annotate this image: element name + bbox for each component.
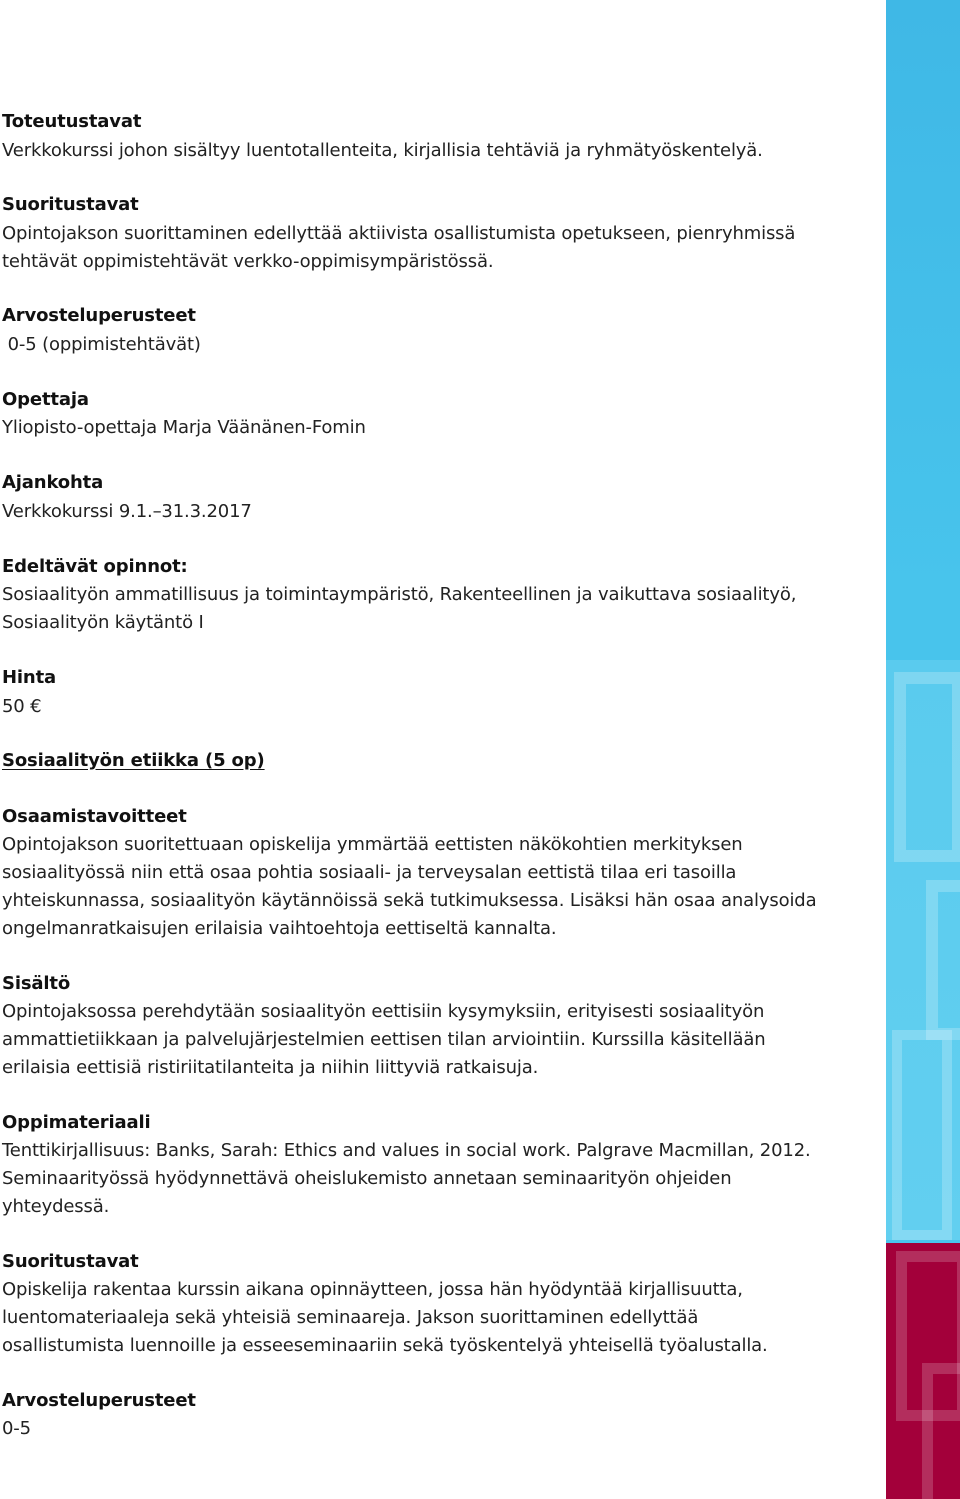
section-text: Yliopisto-opettaja Marja Väänänen-Fomin: [2, 417, 366, 438]
section-text: erilaisia eettisiä ristiriitatilanteita ja niihin liittyviä ratkaisuja.: [2, 1057, 539, 1078]
section-text: Sosiaalityön ammatillisuus ja toimintaympäristö, Rakenteellinen ja vaikuttava sosiaalityö,: [2, 584, 797, 605]
section-heading: Arvosteluperusteet: [2, 1390, 196, 1411]
section-heading: Oppimateriaali: [2, 1112, 151, 1133]
side-bar-frame-shape: [894, 672, 960, 862]
section-text: 0-5 (oppimistehtävät): [2, 334, 201, 355]
section-text: Opiskelija rakentaa kurssin aikana opinnäytteen, jossa hän hyödyntää kirjallisuutta,: [2, 1279, 743, 1300]
section-text: 0-5: [2, 1418, 31, 1439]
section-heading: Osaamistavoitteet: [2, 806, 187, 827]
price-text: 50 €: [2, 696, 42, 717]
section-heading: Sisältö: [2, 973, 71, 994]
section-text: osallistumista luennoille ja esseeseminaariin sekä työskentelyä yhteisellä työalustalla.: [2, 1335, 768, 1356]
side-bar-red-panel: [886, 1243, 960, 1499]
section-heading: Suoritustavat: [2, 194, 139, 215]
section-text: Opintojakson suoritettuaan opiskelija ymmärtää eettisten näkökohtien merkityksen: [2, 834, 743, 855]
section-text: Opintojaksossa perehdytään sosiaalityön eettisiin kysymyksiin, erityisesti sosiaalityön: [2, 1001, 765, 1022]
section-heading: Toteutustavat: [2, 111, 142, 132]
section-heading: Arvosteluperusteet: [2, 305, 196, 326]
course-title: Sosiaalityön etiikka (5 op): [2, 750, 265, 771]
section-text: Seminaarityössä hyödynnettävä oheislukemisto annetaan seminaarityön ohjeiden: [2, 1168, 732, 1189]
side-bar-frame-shape: [926, 880, 960, 1040]
side-bar-frame-shape: [922, 1363, 960, 1499]
section-heading: Ajankohta: [2, 472, 104, 493]
section-text: yhteydessä.: [2, 1196, 110, 1217]
section-heading: Suoritustavat: [2, 1251, 139, 1272]
section-text: yhteiskunnassa, sosiaalityön käytännöissä sekä tutkimuksessa. Lisäksi hän osaa analysoida: [2, 890, 817, 911]
section-heading: Opettaja: [2, 389, 89, 410]
section-text: Sosiaalityön käytäntö I: [2, 612, 204, 633]
side-bar-frame-shape: [892, 1030, 952, 1240]
section-text: sosiaalityössä niin että osaa pohtia sosiaali- ja terveysalan eettistä tilaa eri tasoilla: [2, 862, 737, 883]
section-heading: Edeltävät opinnot:: [2, 556, 188, 577]
section-text: Tenttikirjallisuus: Banks, Sarah: Ethics and values in social work. Palgrave Macmillan, 2012.: [2, 1140, 811, 1161]
section-text: ammattietiikkaan ja palvelujärjestelmien eettisen tilan arviointiin. Kurssilla käsitellään: [2, 1029, 766, 1050]
section-text: ongelmanratkaisujen erilaisia vaihtoehtoja eettiseltä kannalta.: [2, 918, 557, 939]
decorative-side-bar: [886, 0, 960, 1499]
section-text: Verkkokurssi johon sisältyy luentotallenteita, kirjallisia tehtäviä ja ryhmätyöskentelyä.: [2, 140, 763, 161]
section-text: Verkkokurssi 9.1.–31.3.2017: [2, 501, 252, 522]
section-text: luentomateriaaleja sekä yhteisiä seminaareja. Jakson suorittaminen edellyttää: [2, 1307, 699, 1328]
section-text: tehtävät oppimistehtävät verkko-oppimisympäristössä.: [2, 251, 494, 272]
section-heading: Hinta: [2, 667, 57, 688]
section-text: Opintojakson suorittaminen edellyttää aktiivista osallistumista opetukseen, pienryhmissä: [2, 223, 796, 244]
